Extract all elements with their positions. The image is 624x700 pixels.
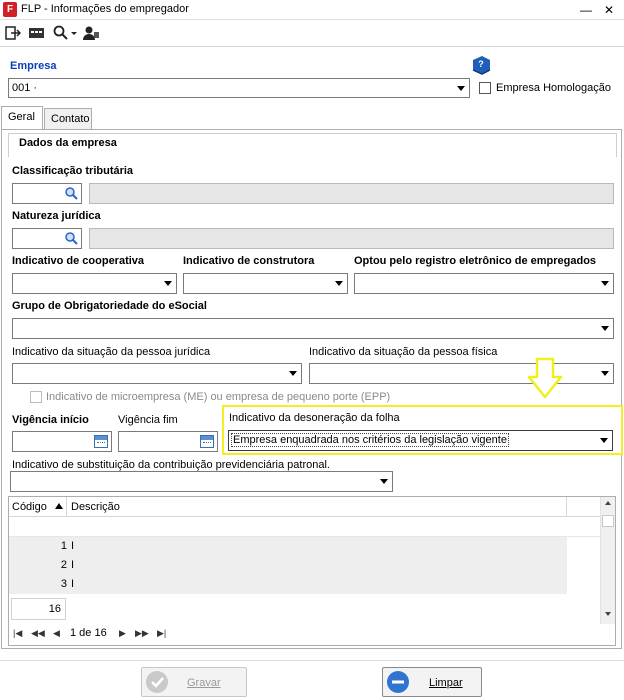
grupo-esocial-label: Grupo de Obrigatoriedade do eSocial: [12, 300, 207, 312]
record-count-value: 16: [48, 603, 61, 615]
search-icon[interactable]: [63, 231, 78, 246]
svg-text:?: ?: [478, 59, 484, 69]
clear-button-label: Limpar: [429, 677, 463, 689]
classificacao-description: [89, 183, 614, 204]
microempresa-checkbox[interactable]: [30, 391, 42, 403]
minus-circle-icon: [387, 671, 409, 693]
registro-eletronico-label: Optou pelo registro eletrônico de empregados: [354, 255, 597, 267]
situacao-pj-label: Indicativo da situação da pessoa jurídica: [12, 346, 211, 358]
vigencia-inicio-label: Vigência início: [12, 414, 89, 426]
grid-filter-row[interactable]: [9, 518, 600, 537]
desoneracao-select[interactable]: [228, 430, 613, 451]
pager: [9, 624, 600, 644]
substituicao-select[interactable]: [10, 471, 393, 492]
chevron-down-icon: [380, 479, 388, 484]
scroll-up-icon[interactable]: [605, 501, 611, 505]
construtora-select[interactable]: [183, 273, 348, 294]
toolbar: [0, 21, 624, 47]
title-bar: [0, 0, 624, 20]
pager-status: 1 de 16: [70, 627, 107, 639]
save-button[interactable]: [141, 667, 247, 697]
construtora-label: Indicativo de construtora: [183, 255, 315, 267]
footer-divider: [0, 660, 624, 661]
situacao-pf-label: Indicativo da situação da pessoa física: [309, 346, 498, 358]
chevron-down-icon: [601, 326, 609, 331]
chevron-down-icon: [600, 438, 608, 443]
grupo-esocial-select[interactable]: [12, 318, 614, 339]
chevron-down-icon: [289, 371, 297, 376]
grid-vertical-scrollbar[interactable]: [600, 497, 615, 624]
app-logo-icon: F: [3, 2, 17, 17]
table-row[interactable]: [9, 537, 567, 556]
tab-geral[interactable]: Geral: [1, 106, 43, 130]
empresa-label: Empresa: [10, 60, 57, 72]
search-dropdown-icon[interactable]: [52, 25, 78, 43]
classificacao-input[interactable]: [12, 183, 82, 204]
chevron-down-icon: [164, 281, 172, 286]
vigencia-inicio-input[interactable]: [12, 431, 112, 452]
scroll-down-icon[interactable]: [605, 612, 611, 616]
table-row[interactable]: [9, 575, 567, 594]
cooperativa-select[interactable]: [12, 273, 177, 294]
empresa-homologacao-label: Empresa Homologação: [496, 82, 611, 94]
calendar-icon[interactable]: [94, 435, 108, 448]
vigencia-fim-input[interactable]: [118, 431, 218, 452]
empresa-homologacao-checkbox[interactable]: [479, 82, 491, 94]
chevron-down-icon: [601, 281, 609, 286]
situacao-pj-select[interactable]: [12, 363, 302, 384]
cell-descricao: I: [71, 540, 75, 552]
next-page-icon[interactable]: ▶: [119, 628, 126, 638]
desoneracao-value: Empresa enquadrada nos critérios da legislação vigente: [233, 434, 507, 446]
natureza-input[interactable]: [12, 228, 82, 249]
desoneracao-label: Indicativo da desoneração da folha: [229, 412, 400, 424]
chevron-down-icon: [335, 281, 343, 286]
column-header-descricao[interactable]: Descrição: [71, 501, 120, 513]
window-title: FLP - Informações do empregador: [21, 3, 189, 15]
column-header-codigo[interactable]: Código: [12, 501, 47, 513]
empresa-value: 001 ·: [12, 82, 38, 94]
first-page-icon[interactable]: |◀: [13, 628, 23, 638]
microempresa-label: Indicativo de microempresa (ME) ou empresa de pequeno porte (EPP): [46, 391, 391, 403]
empresa-select[interactable]: [8, 78, 470, 98]
scroll-thumb[interactable]: [602, 515, 614, 527]
section-title: Dados da empresa: [19, 137, 117, 149]
sort-ascending-icon: [55, 503, 63, 509]
user-icon[interactable]: [82, 25, 100, 43]
vigencia-fim-label: Vigência fim: [118, 414, 178, 426]
help-book-icon[interactable]: [470, 54, 492, 76]
next-page-fast-icon[interactable]: ▶▶: [135, 628, 149, 638]
classificacao-label: Classificação tributária: [12, 165, 134, 177]
tab-contato[interactable]: Contato: [44, 108, 92, 130]
exit-icon[interactable]: [4, 25, 22, 43]
cell-codigo: 2: [60, 559, 67, 571]
column-divider: [66, 497, 67, 517]
last-page-icon[interactable]: ▶|: [157, 628, 167, 638]
table-row[interactable]: [9, 556, 567, 575]
cell-codigo: 3: [60, 578, 67, 590]
cell-descricao: I: [71, 559, 75, 571]
prev-page-icon[interactable]: ◀: [53, 628, 60, 638]
clear-button[interactable]: [382, 667, 482, 697]
close-button[interactable]: ✕: [603, 3, 615, 17]
minimize-button[interactable]: —: [580, 3, 592, 17]
arrow-down-icon: [527, 357, 563, 399]
registro-eletronico-select[interactable]: [354, 273, 614, 294]
prev-page-fast-icon[interactable]: ◀◀: [31, 628, 45, 638]
substituicao-label: Indicativo de substituição da contribuição previdenciária patronal.: [12, 459, 330, 471]
situacao-pf-select[interactable]: [309, 363, 614, 384]
chevron-down-icon: [457, 86, 465, 91]
cell-codigo: 1: [60, 540, 67, 552]
cooperativa-label: Indicativo de cooperativa: [12, 255, 145, 267]
search-icon[interactable]: [63, 186, 78, 201]
grid-icon[interactable]: [28, 25, 46, 43]
chevron-down-icon: [601, 371, 609, 376]
natureza-description: [89, 228, 614, 249]
column-divider: [566, 497, 567, 517]
natureza-label: Natureza jurídica: [12, 210, 101, 222]
check-icon: [146, 671, 168, 693]
cell-descricao: I: [71, 578, 75, 590]
record-count: [11, 598, 66, 620]
calendar-icon[interactable]: [200, 435, 214, 448]
save-button-label: Gravar: [187, 677, 221, 689]
